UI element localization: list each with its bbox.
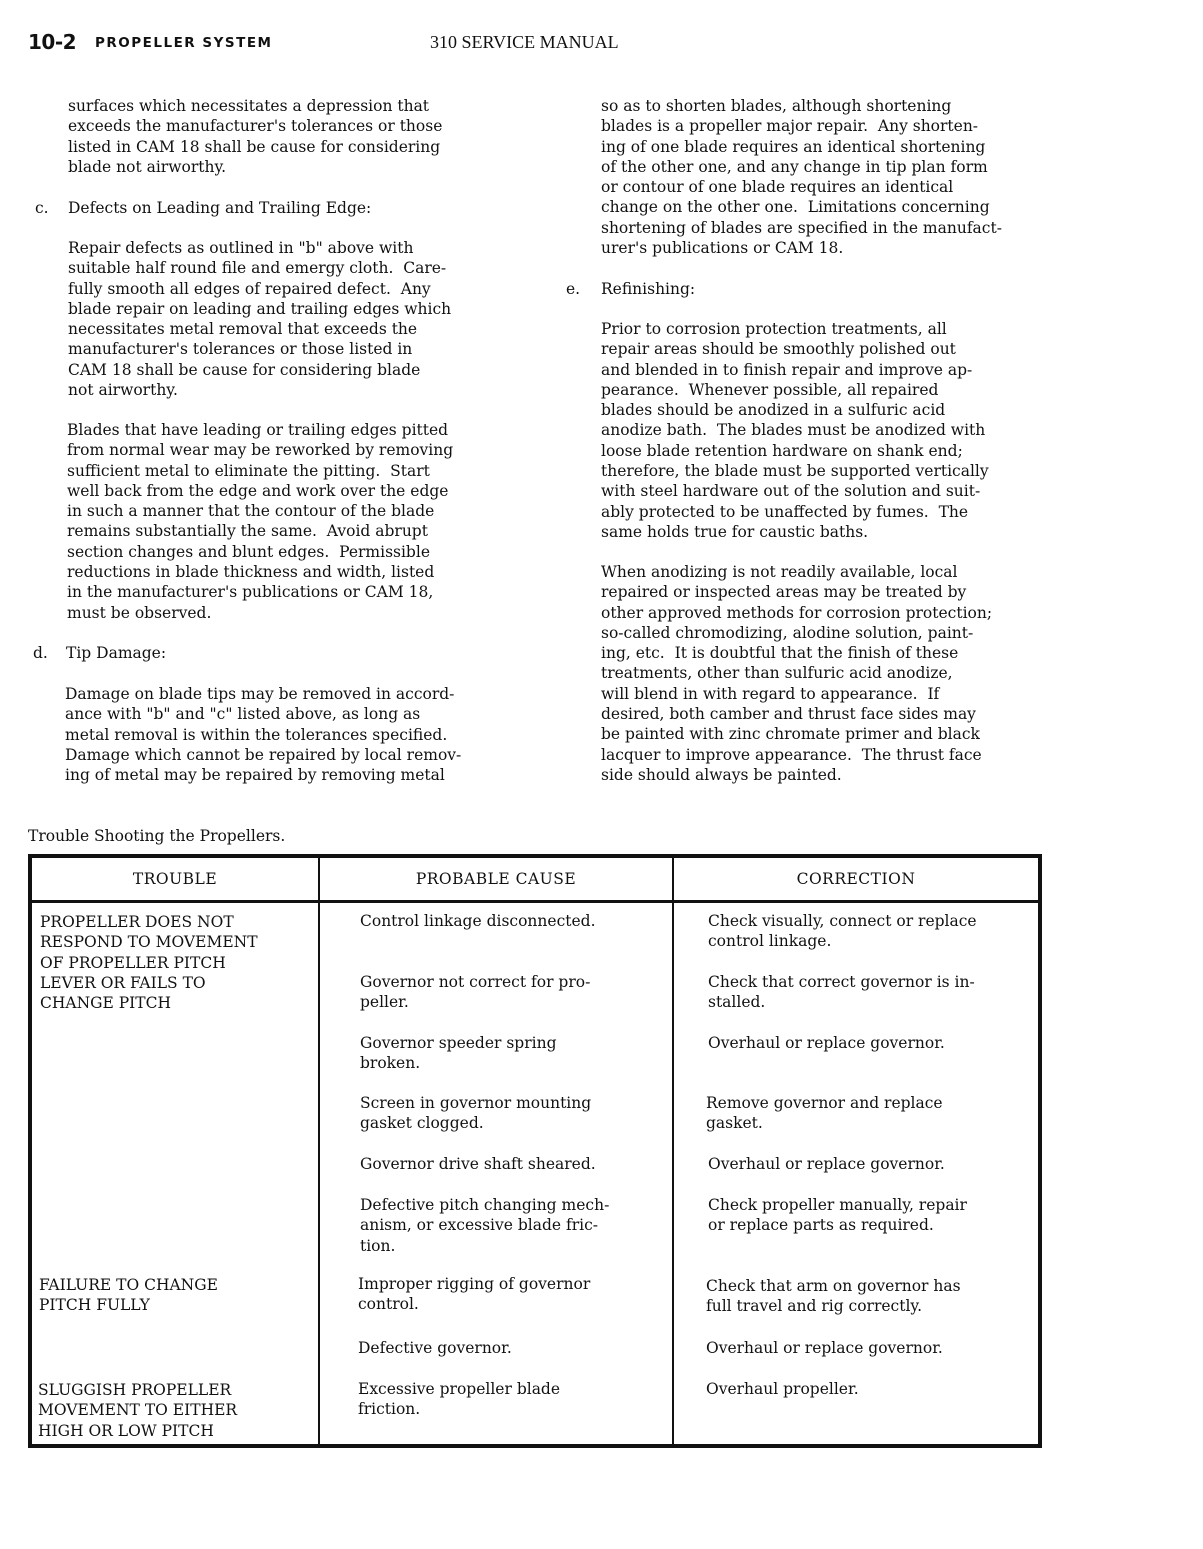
item-c-paragraph-2: Blades that have leading or trailing edges pitted from normal wear may be reworked by removing sufficient metal to eliminate the pitting. Start well back from the edge and work over the edge in such a manner that the contour of the blade remains substantially the same. Avoid abrupt section changes and blunt edges. Permissible reductions in blade thickness and width, listed in the manufacturer's publications or CAM 18, must be observed. — [67, 421, 454, 622]
trouble-cell: PROPELLER DOES NOT RESPOND TO MOVEMENT OF PROPELLER PITCH LEVER OR FAILS TO CHANGE PITCH — [40, 913, 258, 1013]
header-trouble: TROUBLE — [132, 870, 218, 888]
header-correction: CORRECTION — [796, 870, 916, 888]
item-e-title: Refinishing: — [601, 280, 696, 298]
column-divider — [672, 858, 674, 1444]
cause-cell: Defective governor. — [358, 1339, 512, 1357]
correction-cell: Overhaul or replace governor. — [708, 1155, 945, 1173]
item-c-title: Defects on Leading and Trailing Edge: — [68, 199, 372, 217]
right-paragraph-continued: so as to shorten blades, although shortening blades is a propeller major repair. Any shorten- ing of one blade requires an identical shortening of the other one, and any change in tip plan form or contour of one blade requires an identical change on the other one. Limitations concerning shortening of blades are specified in the manufact- urer's publications or CAM 18. — [601, 97, 1002, 258]
left-paragraph-continued: surfaces which necessitates a depression that exceeds the manufacturer's tolerances or those listed in CAM 18 shall be cause for considering blade not airworthy. — [68, 97, 443, 176]
cause-cell: Improper rigging of governor control. — [358, 1275, 591, 1314]
correction-cell: Check that arm on governor has full travel and rig correctly. — [706, 1277, 961, 1316]
item-e-paragraph-2: When anodizing is not readily available, local repaired or inspected areas may be treated by other approved methods for corrosion protection; so-called chromodizing, alodine solution, paint- ing, etc. It is doubtful that the finish of these treatments, other than sulfuric acid anodize, will blend in with regard to appearance. If desired, both camber and thrust face sides may be painted with zinc chromate primer and black lacquer to improve appearance. The thrust face side should always be painted. — [601, 563, 993, 784]
item-d-title: Tip Damage: — [66, 644, 167, 662]
table-caption: Trouble Shooting the Propellers. — [28, 827, 286, 845]
item-d-paragraph-1: Damage on blade tips may be removed in accord- ance with "b" and "c" listed above, as long as metal removal is within the tolerances specified. Damage which cannot be repaired by local remov- ing of metal may be repaired by removing metal — [65, 685, 462, 785]
cause-cell: Governor speeder spring broken. — [360, 1034, 557, 1073]
page-number: 10-2 — [28, 30, 77, 54]
column-divider — [318, 858, 320, 1444]
cause-cell: Defective pitch changing mech- anism, or excessive blade fric- tion. — [360, 1196, 610, 1255]
correction-cell: Remove governor and replace gasket. — [706, 1094, 943, 1133]
item-c-letter: c. — [35, 199, 49, 217]
correction-cell: Check visually, connect or replace control linkage. — [708, 912, 977, 951]
section-title: PROPELLER SYSTEM — [95, 35, 273, 51]
correction-cell: Check that correct governor is in- stalled. — [708, 973, 975, 1012]
item-c-paragraph-1: Repair defects as outlined in "b" above with suitable half round file and emergy cloth. Care- fully smooth all edges of repaired defect. Any blade repair on leading and trailing edges which necessitates metal removal that exceeds the manufacturer's tolerances or those listed in CAM 18 shall be cause for considering blade not airworthy. — [68, 239, 452, 400]
item-d-letter: d. — [33, 644, 48, 662]
item-e-letter: e. — [566, 280, 581, 298]
correction-cell: Check propeller manually, repair or replace parts as required. — [708, 1196, 967, 1235]
correction-cell: Overhaul or replace governor. — [708, 1034, 945, 1052]
troubleshooting-table — [28, 854, 1042, 1448]
header-divider — [32, 900, 1038, 903]
trouble-cell: SLUGGISH PROPELLER MOVEMENT TO EITHER HIGH OR LOW PITCH — [38, 1381, 238, 1440]
cause-cell: Governor drive shaft sheared. — [360, 1155, 596, 1173]
trouble-cell: FAILURE TO CHANGE PITCH FULLY — [39, 1276, 218, 1315]
manual-title: 310 SERVICE MANUAL — [430, 32, 619, 52]
cause-cell: Governor not correct for pro- peller. — [360, 973, 591, 1012]
cause-cell: Screen in governor mounting gasket clogged. — [360, 1094, 592, 1133]
header-probable-cause: PROBABLE CAUSE — [415, 870, 577, 888]
cause-cell: Excessive propeller blade friction. — [358, 1380, 561, 1419]
correction-cell: Overhaul or replace governor. — [706, 1339, 943, 1357]
correction-cell: Overhaul propeller. — [706, 1380, 859, 1398]
item-e-paragraph-1: Prior to corrosion protection treatments, all repair areas should be smoothly polished out and blended in to finish repair and improve ap- pearance. Whenever possible, all repaired blades should be anodized in a sulfuric acid anodize bath. The blades must be anodized with loose blade retention hardware on shank end; therefore, the blade must be supported vertically with steel hardware out of the solution and suit- ably protected to be unaffected by fumes. The same holds true for caustic baths. — [601, 320, 989, 541]
cause-cell: Control linkage disconnected. — [360, 912, 596, 930]
